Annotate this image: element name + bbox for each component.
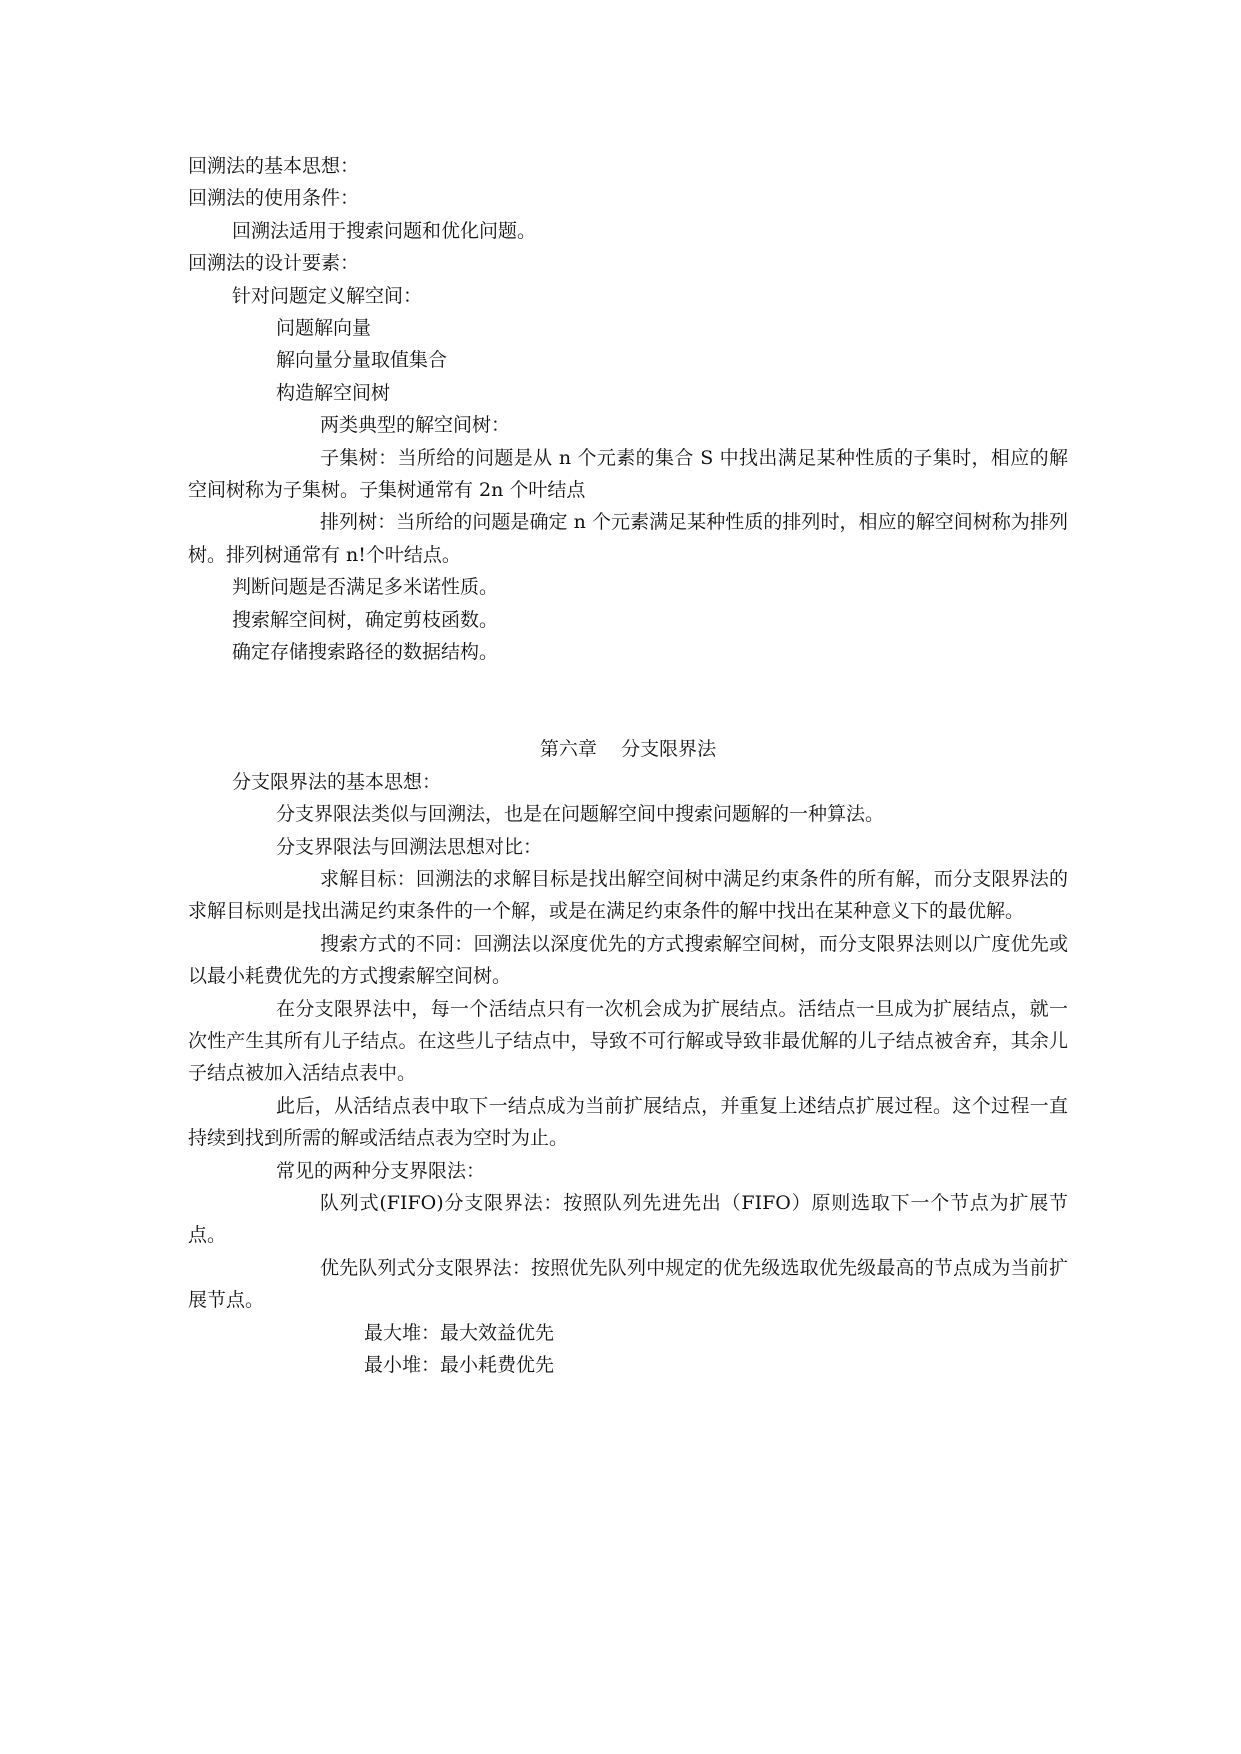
build-tree-item: 构造解空间树 (276, 381, 391, 404)
search-mode-paragraph: 搜索方式的不同：回溯法以深度优先的方式搜索解空间树，而分支限界法则以广度优先或以最小耗费优先的方式搜索解空间树。 (188, 932, 1068, 988)
backtracking-design-heading: 回溯法的设计要素： (188, 252, 360, 275)
spacer (188, 701, 1068, 733)
goal-paragraph: 求解目标：回溯法的求解目标是找出解空间树中满足约束条件的所有解，而分支限界法的求解目标则是找出满足约束条件的一个解，或是在满足约束条件的解中找出在某种意义下的最优解。 (188, 867, 1068, 923)
solution-vector-item: 问题解向量 (276, 317, 372, 340)
backtracking-basic-idea-heading: 回溯法的基本思想： (188, 155, 360, 177)
branch-bound-basic-idea-heading: 分支限界法的基本思想： (232, 770, 442, 793)
document-page (188, 150, 1068, 1381)
min-heap-item: 最小堆：最小耗费优先 (364, 1354, 555, 1376)
search-prune-item: 搜索解空间树，确定剪枝函数。 (232, 608, 499, 631)
subset-tree-paragraph: 子集树：当所给的问题是从 n 个元素的集合 S 中找出满足某种性质的子集时，相应的解空间树称为子集树。子集树通常有 2n 个叶结点 (188, 446, 1068, 502)
spacer (188, 669, 1068, 701)
check-property-item: 判断问题是否满足多米诺性质。 (232, 576, 499, 599)
similar-text: 分支界限法类似与回溯法，也是在问题解空间中搜索问题解的一种算法。 (276, 803, 885, 826)
fifo-paragraph: 队列式(FIFO)分支限界法：按照队列先进先出（FIFO）原则选取下一个节点为扩展节点。 (188, 1191, 1068, 1247)
define-solution-space: 针对问题定义解空间： (232, 284, 423, 307)
backtracking-usage-text: 回溯法适用于搜索问题和优化问题。 (232, 219, 537, 242)
thereafter-paragraph: 此后，从活结点表中取下一结点成为当前扩展结点，并重复上述结点扩展过程。这个过程一直持续到找到所需的解或活结点表为空时为止。 (188, 1094, 1068, 1150)
two-trees-heading: 两类典型的解空间树： (320, 414, 511, 437)
compare-heading: 分支界限法与回溯法思想对比： (276, 835, 543, 858)
backtracking-usage-heading: 回溯法的使用条件： (188, 187, 360, 210)
max-heap-item: 最大堆：最大效益优先 (364, 1321, 555, 1344)
permutation-tree-paragraph: 排列树：当所给的问题是确定 n 个元素满足某种性质的排列时，相应的解空间树称为排列树。排列树通常有 n!个叶结点。 (188, 511, 1068, 566)
live-node-paragraph: 在分支限界法中，每一个活结点只有一次机会成为扩展结点。活结点一旦成为扩展结点，就一次性产生其所有儿子结点。在这些儿子结点中，导致不可行解或导致非最优解的儿子结点被舍弃，其余儿子结点被加入活结点表中。 (188, 997, 1068, 1085)
storage-item: 确定存储搜索路径的数据结构。 (232, 641, 499, 664)
two-kinds-heading: 常见的两种分支界限法： (276, 1159, 486, 1182)
chapter-title: 第六章 分支限界法 (539, 738, 717, 761)
component-set-item: 解向量分量取值集合 (276, 349, 448, 372)
priority-paragraph: 优先队列式分支限界法：按照优先队列中规定的优先级选取优先级最高的节点成为当前扩展节点。 (188, 1256, 1068, 1312)
